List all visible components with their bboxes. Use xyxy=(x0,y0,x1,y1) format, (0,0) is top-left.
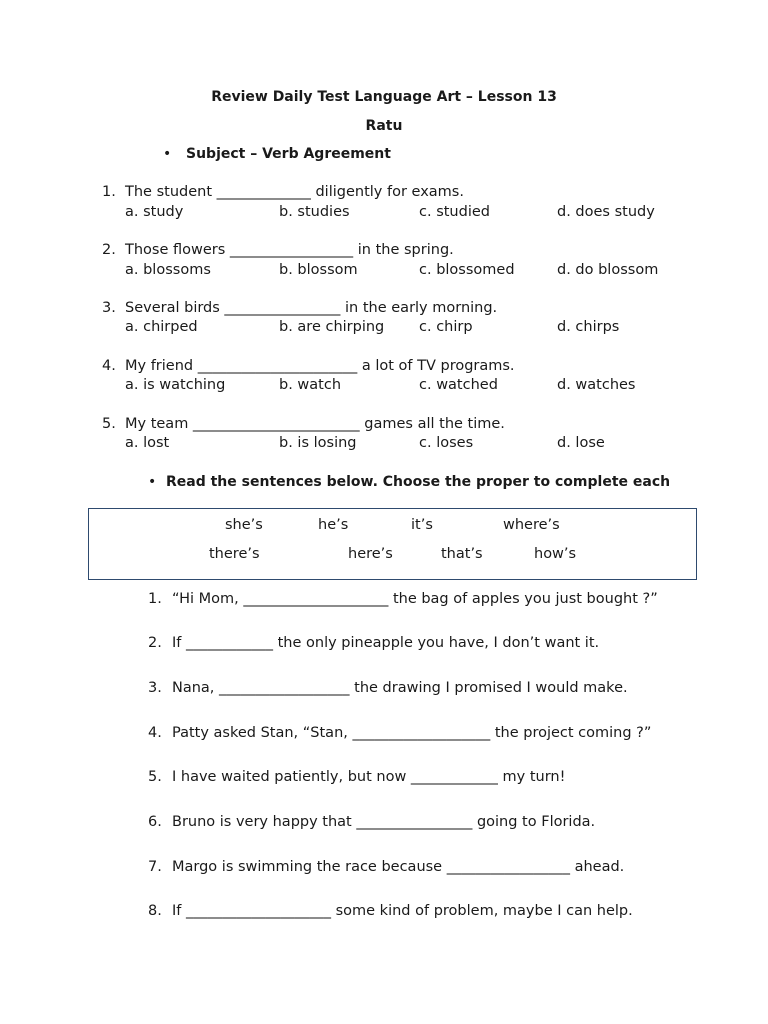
section-heading-verb-agreement: Subject – Verb Agreement xyxy=(186,146,391,162)
bullet-icon: • xyxy=(148,474,157,490)
question-number: 1. xyxy=(102,184,116,200)
sentence-number: 2. xyxy=(148,635,162,651)
question-text: Those flowers _________________ in the spring. xyxy=(125,242,454,258)
word-bank-item: where’s xyxy=(503,517,560,533)
word-bank-item: here’s xyxy=(348,546,393,562)
option-b: b. studies xyxy=(279,204,350,220)
question-text: Several birds ________________ in the early morning. xyxy=(125,300,498,316)
word-bank-item: there’s xyxy=(209,546,260,562)
question-number: 3. xyxy=(102,300,116,316)
option-d: d. does study xyxy=(557,204,655,220)
word-bank-item: she’s xyxy=(225,517,263,533)
word-bank-item: it’s xyxy=(411,517,433,533)
question-text: My friend ______________________ a lot of TV programs. xyxy=(125,358,515,374)
question-number: 2. xyxy=(102,242,116,258)
option-a: a. blossoms xyxy=(125,262,211,278)
option-b: b. is losing xyxy=(279,435,357,451)
sentence-text: Nana, __________________ the drawing I promised I would make. xyxy=(172,680,628,696)
option-d: d. lose xyxy=(557,435,605,451)
option-c: c. blossomed xyxy=(419,262,515,278)
word-bank-item: how’s xyxy=(534,546,577,562)
question-text: My team _______________________ games all the time. xyxy=(125,416,505,432)
option-a: a. lost xyxy=(125,435,170,451)
sentence-number: 3. xyxy=(148,680,162,696)
sentence-number: 1. xyxy=(148,591,162,607)
page-subtitle: Ratu xyxy=(365,118,403,134)
sentence-text: Margo is swimming the race because _________________ ahead. xyxy=(172,859,625,875)
sentence-number: 8. xyxy=(148,903,162,919)
option-b: b. blossom xyxy=(279,262,358,278)
sentence-number: 6. xyxy=(148,814,162,830)
bullet-icon: • xyxy=(163,146,172,162)
word-bank-item: he’s xyxy=(318,517,349,533)
sentence-number: 4. xyxy=(148,725,162,741)
option-d: d. watches xyxy=(557,377,636,393)
sentence-number: 7. xyxy=(148,859,162,875)
option-a: a. is watching xyxy=(125,377,226,393)
sentence-number: 5. xyxy=(148,769,162,785)
option-b: b. are chirping xyxy=(279,319,385,335)
question-text: The student _____________ diligently for exams. xyxy=(125,184,464,200)
option-c: c. loses xyxy=(419,435,474,451)
sentence-text: “Hi Mom, ____________________ the bag of apples you just bought ?” xyxy=(172,591,658,607)
word-bank-box xyxy=(88,508,697,580)
sentence-text: If ____________________ some kind of problem, maybe I can help. xyxy=(172,903,633,919)
option-c: c. chirp xyxy=(419,319,473,335)
option-d: d. chirps xyxy=(557,319,620,335)
question-number: 4. xyxy=(102,358,116,374)
option-d: d. do blossom xyxy=(557,262,659,278)
question-number: 5. xyxy=(102,416,116,432)
option-c: c. studied xyxy=(419,204,490,220)
sentence-text: I have waited patiently, but now ____________ my turn! xyxy=(172,769,566,785)
sentence-text: Patty asked Stan, “Stan, ___________________ the project coming ?” xyxy=(172,725,652,741)
sentence-text: Bruno is very happy that ________________ going to Florida. xyxy=(172,814,596,830)
word-bank-item: that’s xyxy=(441,546,483,562)
section-heading-contractions: Read the sentences below. Choose the proper to complete each xyxy=(166,474,671,490)
page-title: Review Daily Test Language Art – Lesson 13 xyxy=(211,89,557,105)
option-a: a. chirped xyxy=(125,319,198,335)
option-b: b. watch xyxy=(279,377,342,393)
option-c: c. watched xyxy=(419,377,498,393)
option-a: a. study xyxy=(125,204,184,220)
sentence-text: If ____________ the only pineapple you have, I don’t want it. xyxy=(172,635,600,651)
